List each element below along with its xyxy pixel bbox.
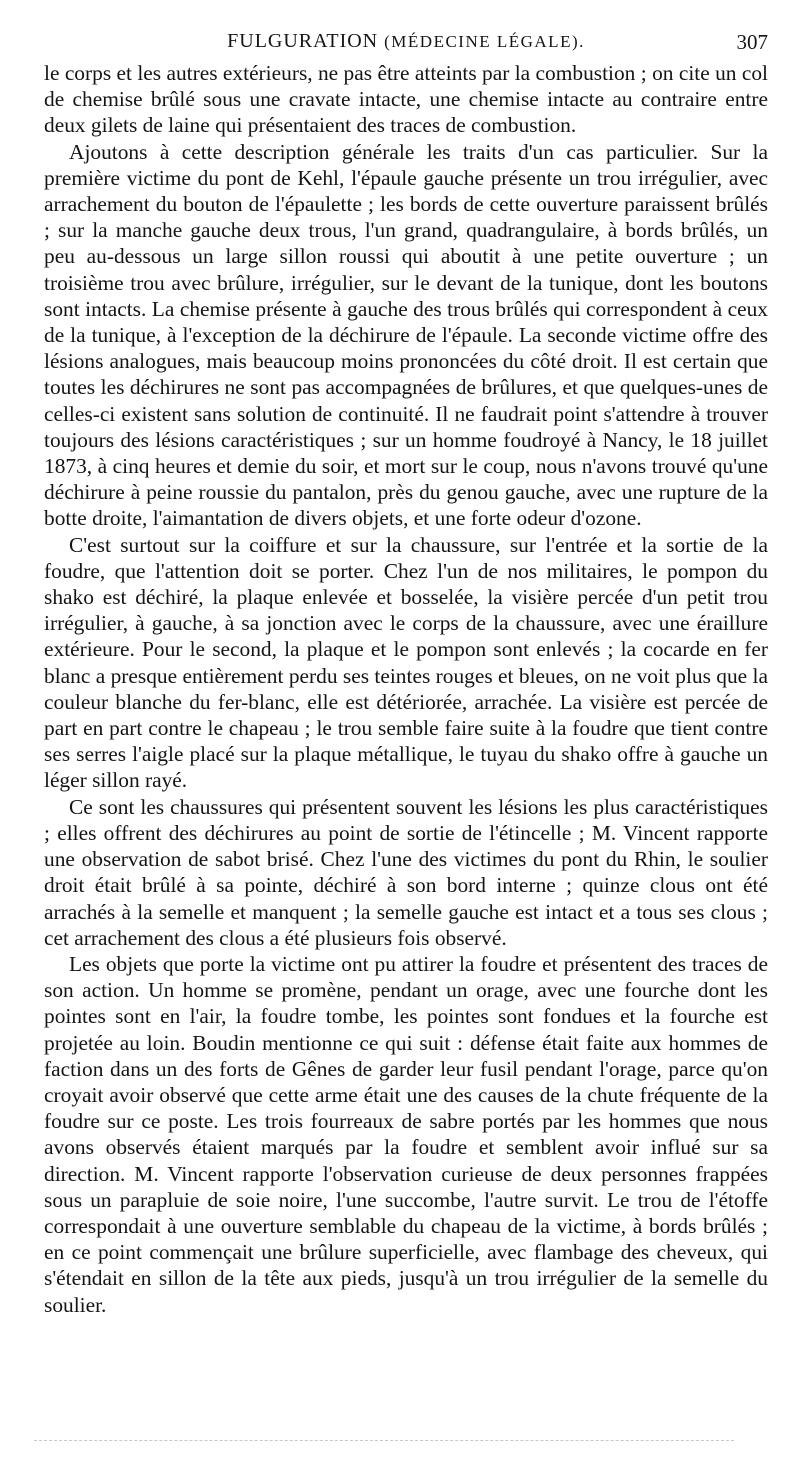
book-page (44, 26, 768, 1318)
page-number: 307 (736, 30, 768, 54)
paragraph: C'est surtout sur la coiffure et sur la chaussure, sur l'entrée et la sortie de la foudre, que l'attention doit se porter. Chez l'un de nos militaires, le pompon du shako est déchiré, la plaque enlevée et bosselée, la visière percée d'un petit trou irrégulier, à gauche, à sa jonction avec le corps de la chaussure, avec une éraillure extérieure. Pour le second, la plaque et le pompon sont enlevés ; la cocarde en fer blanc a presque entièrement perdu ses teintes rouges et bleues, on ne voit plus que la couleur blanche du fer-blanc, elle est détériorée, arrachée. La visière est percée de part en part contre le chapeau ; le trou semble faire suite à la foudre que tient contre ses serres l'aigle placé sur la plaque métallique, le tuyau du shako offre à gauche un léger sillon rayé. (44, 532, 768, 793)
running-title-sub: (MÉDECINE LÉGALE). (384, 32, 585, 51)
bottom-divider (34, 1440, 734, 1441)
paragraph: Ce sont les chaussures qui présentent souvent les lésions les plus caractéristiques ; elles offrent des déchirures au point de sortie de l'étincelle ; M. Vincent rapporte une observation de sabot brisé. Chez l'une des victimes du pont du Rhin, le soulier droit était brûlé à sa pointe, déchiré à son bord interne ; quinze clous ont été arrachés à la semelle et manquent ; la semelle gauche est intact et a tous ses clous ; cet arrachement des clous a été plusieurs fois observé. (44, 794, 768, 950)
body-text (44, 60, 768, 1318)
running-header (44, 26, 768, 60)
paragraph: Les objets que porte la victime ont pu attirer la foudre et présentent des traces de son action. Un homme se promène, pendant un orage, avec une fourche dont les pointes sont en l'air, la foudre tombe, les pointes sont fondues et la fourche est projetée au loin. Boudin mentionne ce qui suit : défense était faite aux hommes de faction dans un des forts de Gênes de garder leur fusil pendant l'orage, parce qu'on croyait avoir observé que cette arme était une des causes de la chute fréquente de la foudre sur ce poste. Les trois fourreaux de sabre portés par les hommes que nous avons observés étaient marqués par la foudre et semblent avoir influé sur sa direction. M. Vincent rapporte l'observation curieuse de deux personnes frappées sous un parapluie de soie noire, l'une succombe, l'autre survit. Le trou de l'étoffe correspondait à une ouverture semblable du chapeau de la victime, à bords brûlés ; en ce point commençait une brûlure superficielle, avec flambage des cheveux, qui s'étendait en sillon de la tête aux pieds, jusqu'à un trou irrégulier de la semelle du soulier. (44, 951, 768, 1317)
paragraph-continued: le corps et les autres extérieurs, ne pas être atteints par la combustion ; on cite un col de chemise brûlé sous une cravate intacte, une chemise intacte au contraire entre deux gilets de laine qui présentaient des traces de combustion. (44, 61, 768, 138)
paragraph: Ajoutons à cette description générale les traits d'un cas particulier. Sur la première victime du pont de Kehl, l'épaule gauche présente un trou irrégulier, avec arrachement du bouton de l'épaulette ; les bords de cette ouverture paraissent brûlés ; sur la manche gauche deux trous, l'un grand, quadrangulaire, à bords brûlés, un peu au-dessous un large sillon roussi qui aboutit à une petite ouverture ; un troisième trou avec brûlure, irrégulier, sur le devant de la tunique, dont les boutons sont intacts. La chemise présente à gauche des trous brûlés qui correspondent à ceux de la tunique, à l'exception de la déchirure de l'épaule. La seconde victime offre des lésions analogues, mais beaucoup moins prononcées du côté droit. Il est certain que toutes les déchirures ne sont pas accompagnées de brûlures, et que quelques-unes de celles-ci existent sans solution de continuité. Il ne faudrait point s'attendre à trouver toujours des lésions caractéristiques ; sur un homme foudroyé à Nancy, le 18 juillet 1873, à cinq heures et demie du soir, et mort sur le coup, nous n'avons trouvé qu'une déchirure à peine roussie du pantalon, près du genou gauche, avec une rupture de la botte droite, l'aimantation de divers objets, et une forte odeur d'ozone. (44, 139, 768, 531)
running-title (44, 30, 768, 53)
running-title-main: FULGURATION (227, 30, 379, 52)
